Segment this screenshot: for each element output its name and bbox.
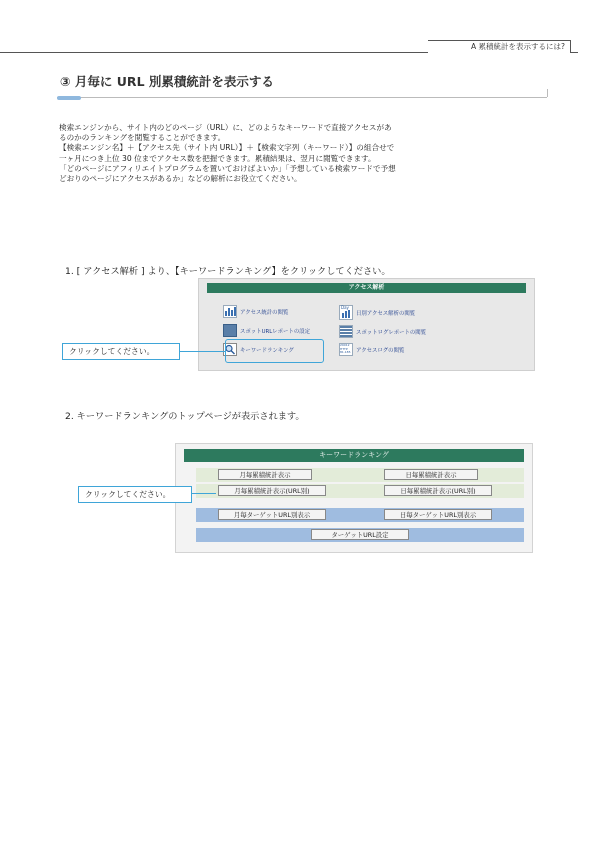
menu-item-spot-log[interactable] bbox=[339, 325, 426, 338]
button-row bbox=[196, 508, 524, 522]
body-line: るのかのランキングを閲覧することができます。 bbox=[59, 133, 226, 143]
menu-item-label: アクセスログの閲覧 bbox=[356, 347, 405, 354]
access-log-icon bbox=[339, 343, 353, 356]
breadcrumb: A 累積統計を表示するには? bbox=[471, 42, 565, 51]
daily-cumulative-button[interactable]: 日毎累積統計表示 bbox=[384, 469, 478, 480]
button-row bbox=[196, 528, 524, 542]
menu-item-label: スポットURLレポートの設定 bbox=[240, 328, 310, 335]
log-icon-line: HTTP bbox=[340, 346, 348, 351]
page-title: ③ 月毎に URL 別累積統計を表示する bbox=[60, 74, 274, 89]
menu-item-daily-analysis[interactable] bbox=[339, 305, 415, 320]
menu-item-spot-url-settings[interactable] bbox=[223, 324, 310, 337]
body-paragraph bbox=[59, 123, 559, 184]
bar-chart-icon bbox=[223, 305, 237, 318]
report-settings-icon bbox=[223, 324, 237, 337]
title-accent-bar bbox=[57, 96, 81, 100]
panel-header: キーワードランキング bbox=[184, 449, 524, 462]
daily-chart-icon bbox=[339, 305, 353, 320]
spot-log-icon bbox=[339, 325, 353, 338]
body-line: 「どのページにアフィリエイトプログラムを置いておけばよいか」「予想している検索ワードで予想 bbox=[59, 163, 396, 173]
step-1-instruction: 1. [ アクセス解析 ] より、【キーワードランキング】をクリックしてください。 bbox=[65, 266, 391, 277]
daily-cumulative-by-url-button[interactable]: 日毎累積統計表示(URL別) bbox=[384, 485, 492, 496]
menu-item-label: 日別アクセス解析の閲覧 bbox=[356, 310, 416, 317]
button-row bbox=[196, 468, 524, 482]
title-underline bbox=[57, 97, 547, 98]
day-label: Day bbox=[341, 305, 349, 310]
menu-item-access-stats[interactable] bbox=[223, 305, 288, 318]
body-line: 【検索エンジン名】＋【アクセス先（サイト内 URL）】＋【検索文字列（キーワード）】の組合せで bbox=[59, 143, 395, 153]
panel-header: アクセス解析 bbox=[207, 283, 526, 293]
log-icon-line: 29012 bbox=[340, 343, 350, 347]
menu-item-access-log[interactable] bbox=[339, 343, 404, 356]
menu-item-label: キーワードランキング bbox=[240, 347, 294, 354]
title-underline-end bbox=[547, 89, 548, 97]
menu-item-label: スポットログレポートの閲覧 bbox=[356, 329, 427, 336]
monthly-target-url-button[interactable]: 月毎ターゲットURL別表示 bbox=[218, 509, 326, 520]
step-2-instruction: 2. キーワードランキングのトップページが表示されます。 bbox=[65, 411, 305, 422]
click-callout: クリックしてください。 bbox=[78, 486, 192, 503]
daily-target-url-button[interactable]: 日毎ターゲットURL別表示 bbox=[384, 509, 492, 520]
menu-item-label: アクセス統計の閲覧 bbox=[240, 309, 289, 316]
log-icon-line: 81.185 bbox=[340, 350, 351, 355]
monthly-cumulative-button[interactable]: 月毎累積統計表示 bbox=[218, 469, 312, 480]
monthly-cumulative-by-url-button[interactable]: 月毎累積統計表示(URL別) bbox=[218, 485, 326, 496]
body-line: どおりのページにアクセスがあるか」などの解析にお役立てください。 bbox=[59, 174, 302, 184]
button-row bbox=[196, 484, 524, 498]
keyword-ranking-highlight bbox=[225, 339, 324, 363]
target-url-settings-button[interactable]: ターゲットURL設定 bbox=[311, 529, 409, 540]
callout-leader-line bbox=[174, 351, 225, 352]
body-line: 一ヶ月につき上位 30 位までアクセス数を把握できます。累積結果は、翌月に閲覧できます。 bbox=[59, 153, 376, 163]
body-line: 検索エンジンから、サイト内のどのページ（URL）に、どのようなキーワードで直接アクセスがあ bbox=[59, 123, 392, 132]
click-callout: クリックしてください。 bbox=[62, 343, 180, 360]
keyword-ranking-panel bbox=[175, 443, 533, 553]
